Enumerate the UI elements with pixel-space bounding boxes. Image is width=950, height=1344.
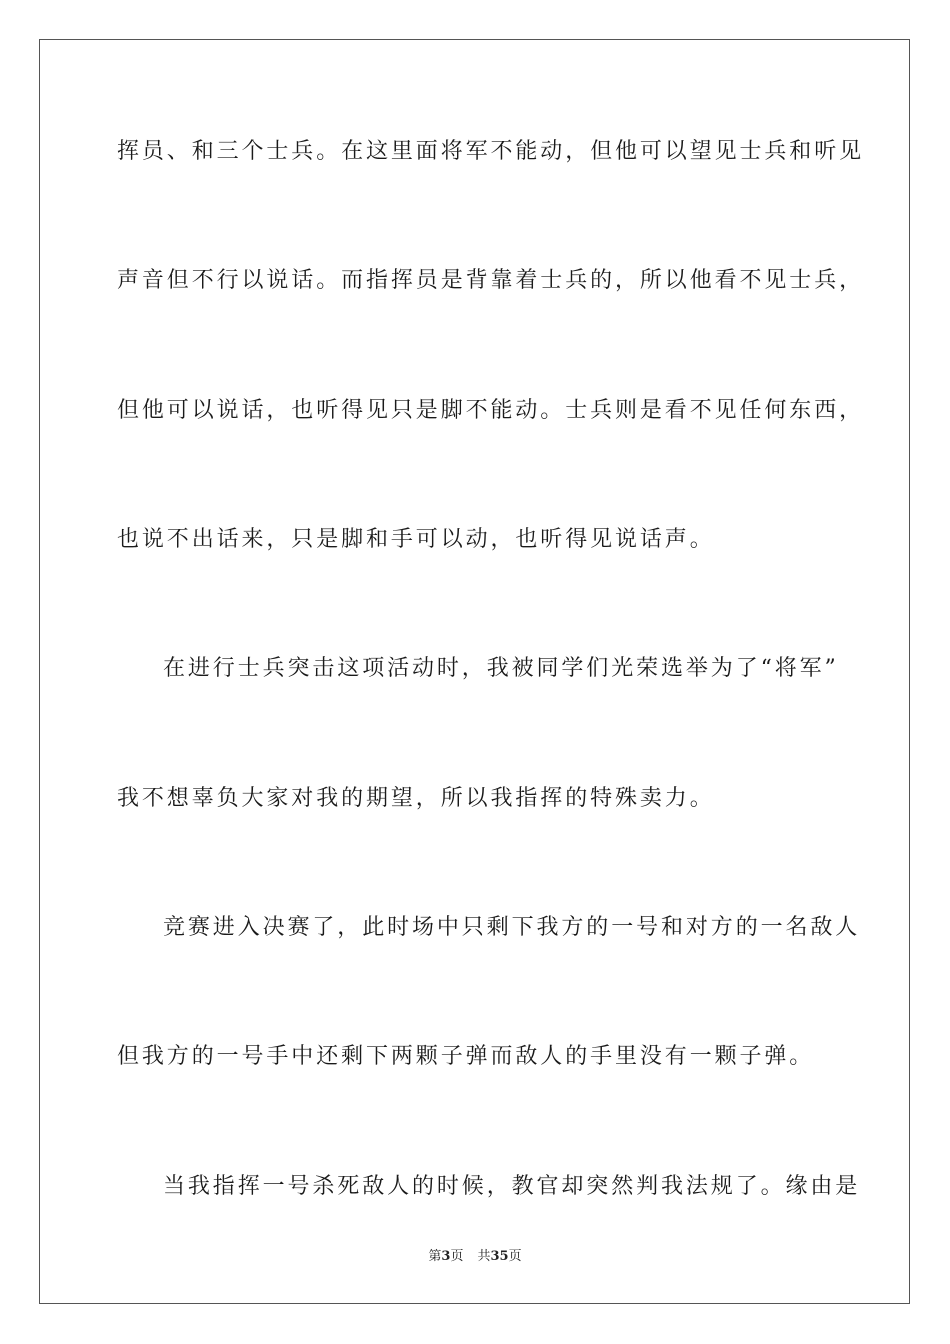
total-pages: 35 <box>490 1249 509 1264</box>
page-number: 3 <box>441 1249 451 1264</box>
text-line-9: 当我指挥一号杀死敌人的时候，教官却突然判我法规了。缘由是 <box>163 1174 861 1199</box>
text-line-4: 也说不出话来，只是脚和手可以动，也听得见说话声。 <box>117 527 715 552</box>
text-line-1: 挥员、和三个士兵。在这里面将军不能动，但他可以望见士兵和听见 <box>117 139 865 164</box>
page-footer <box>0 1248 950 1266</box>
text-line-6: 我不想辜负大家对我的期望，所以我指挥的特殊卖力。 <box>117 786 715 811</box>
text-line-5: 在进行士兵突击这项活动时，我被同学们光荣选举为了“将军” <box>163 656 839 681</box>
text-line-3: 但他可以说话，也听得见只是脚不能动。士兵则是看不见任何东西， <box>117 398 865 423</box>
text-line-2: 声音但不行以说话。而指挥员是背靠着士兵的，所以他看不见士兵， <box>117 268 865 293</box>
text-line-8: 但我方的一号手中还剩下两颗子弹而敌人的手里没有一颗子弹。 <box>117 1044 815 1069</box>
total-suffix: 页 <box>508 1249 522 1264</box>
total-prefix: 共 <box>477 1249 491 1264</box>
page-suffix: 页 <box>450 1249 464 1264</box>
page-prefix: 第 <box>428 1249 442 1264</box>
text-line-7: 竞赛进入决赛了，此时场中只剩下我方的一号和对方的一名敌人 <box>163 915 861 940</box>
